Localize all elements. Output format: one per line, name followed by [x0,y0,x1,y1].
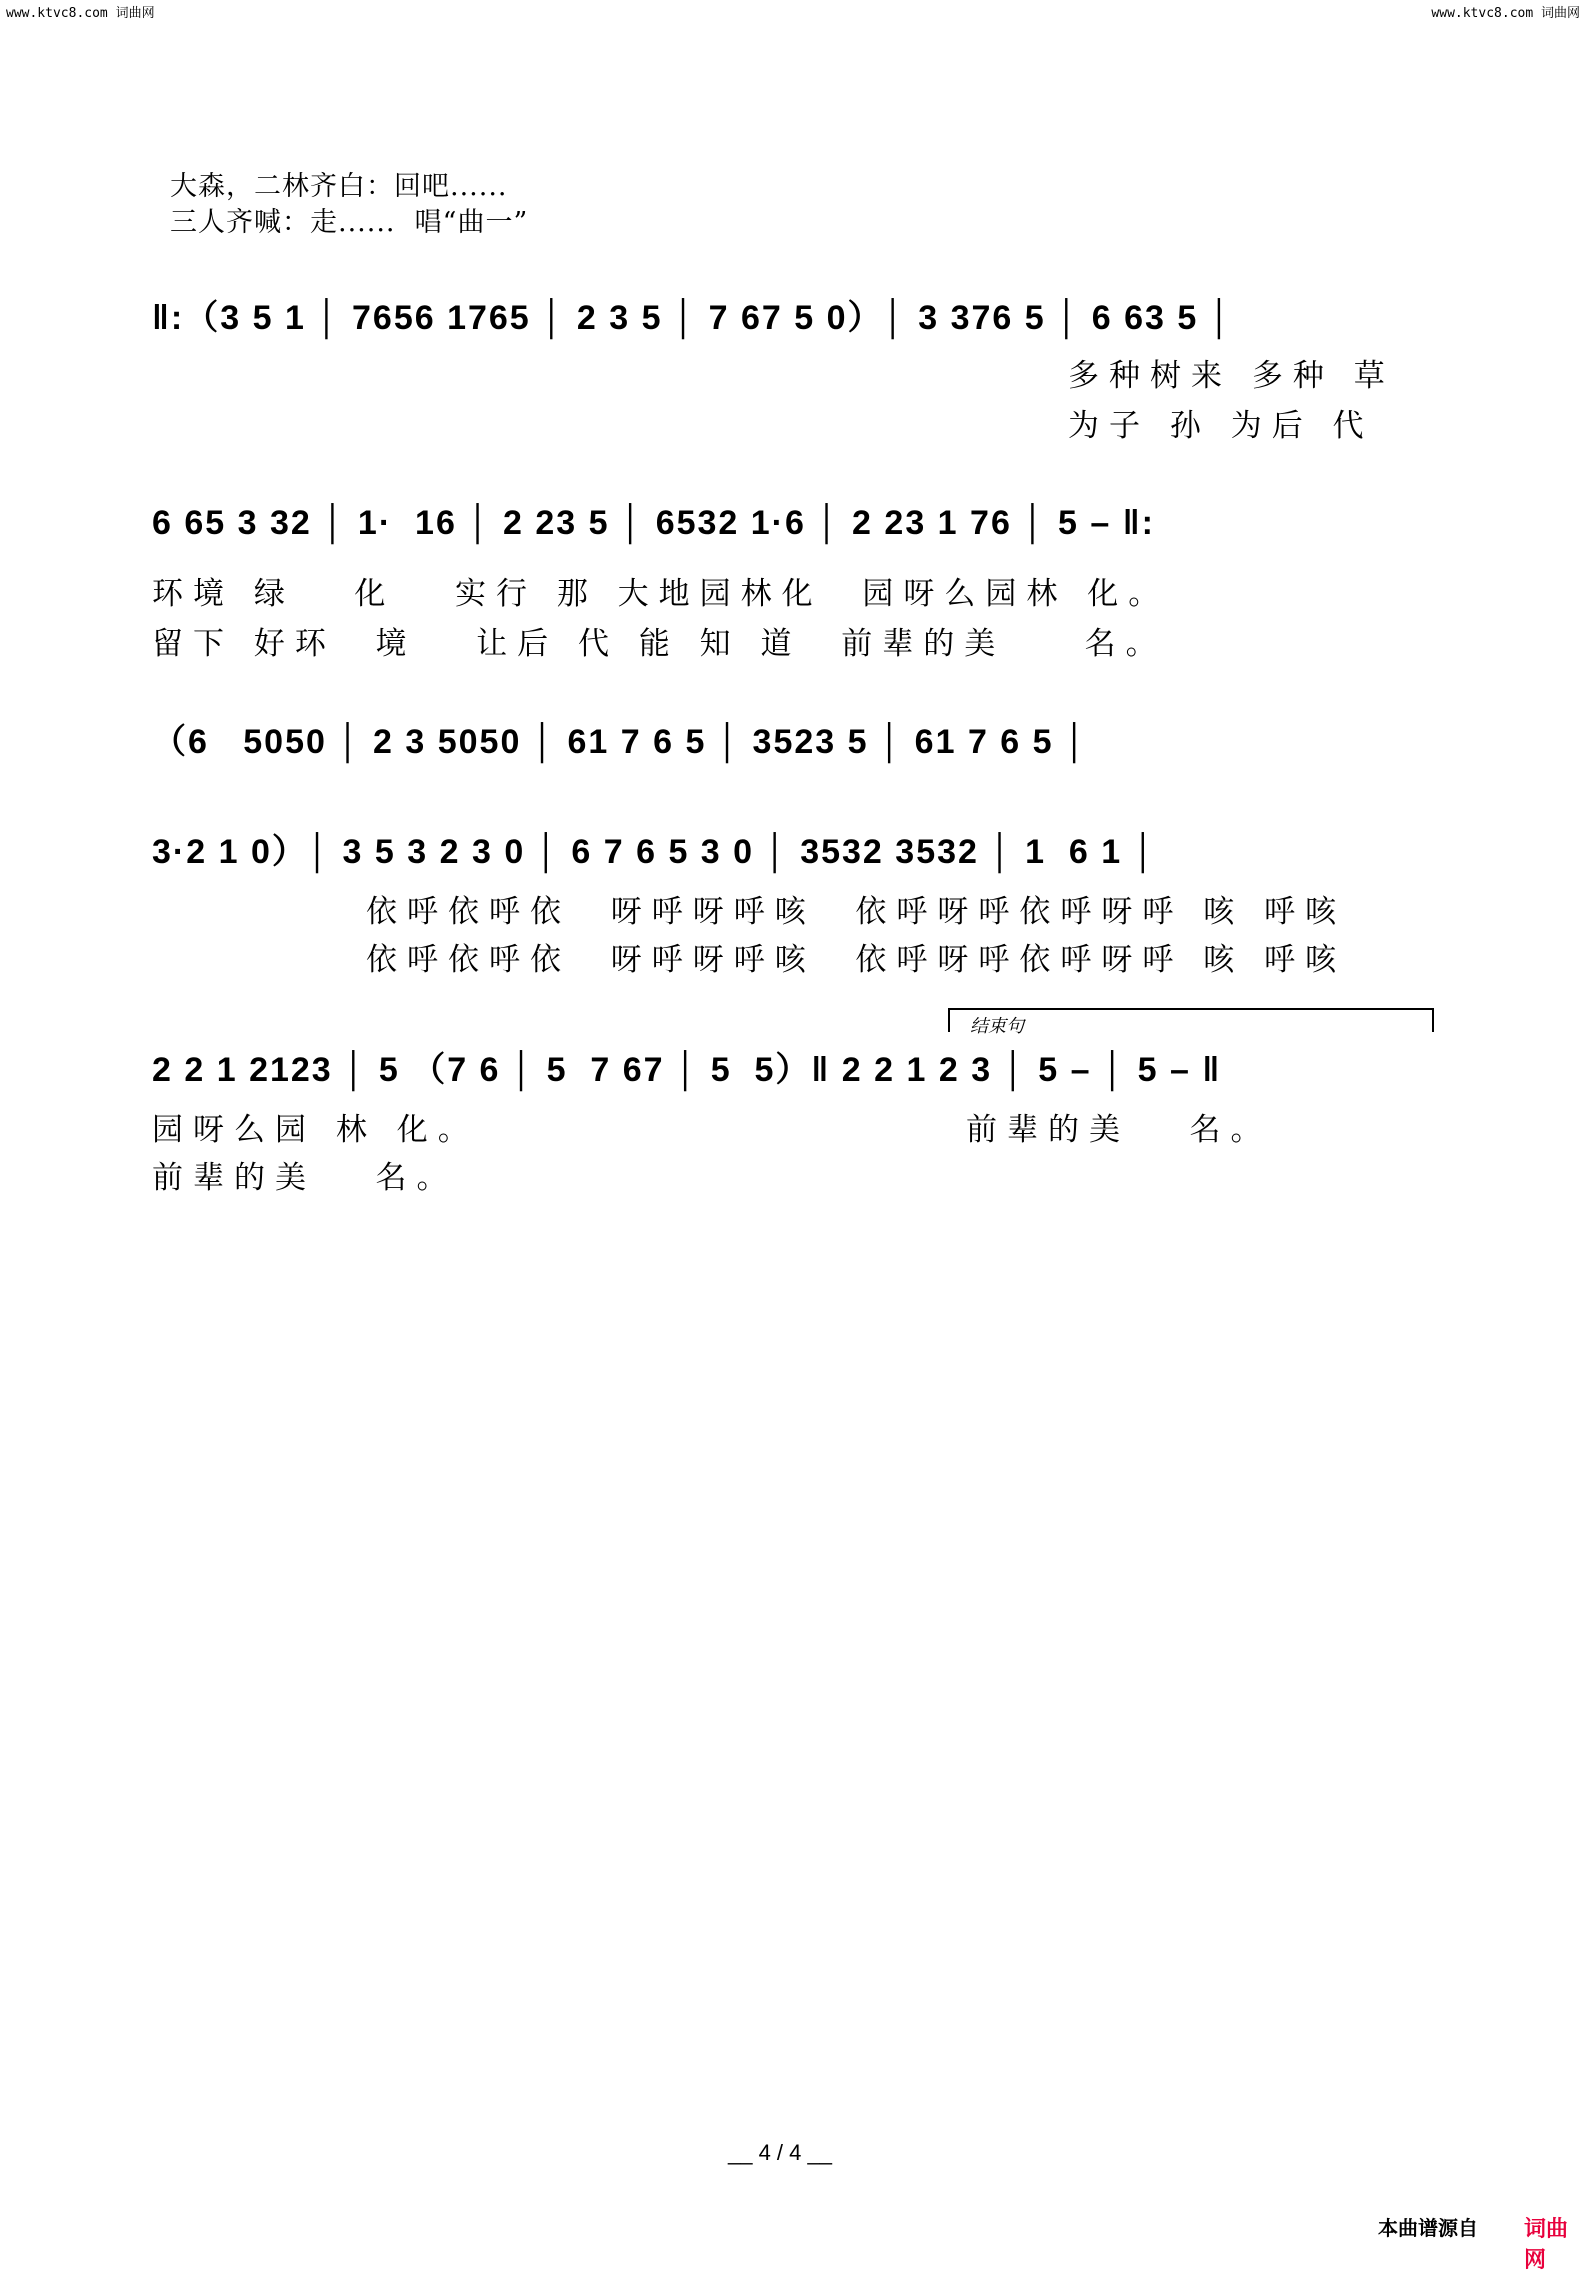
dialog-line-1: 大森，二林齐白：回吧...... [170,171,508,202]
footer-brand-logo: 词曲网 [1524,2217,1569,2273]
lyric-row-4-verse-1: 依呼依呼依 呀呼呀呼咳 依呼呀呼依呼呀呼 咳 呼咳 [366,894,1347,930]
site-header-left: www.ktvc8.com 词曲网 [6,6,155,21]
page-number: __ 4 / 4 __ [728,2140,832,2165]
lyric-row-2-verse-1: 环境 绿 化 实行 那 大地园林化 园呀么园林 化。 [152,576,1170,612]
notation-row-2: 6 65 3 32 │ 1· 16 │ 2 23 5 │ 6532 1·6 │ 2 23 1 76 │ 5 – ‖: [152,504,1155,542]
coda-label: 结束句 [970,1016,1024,1037]
lyric-coda: 前辈的美 名。 [966,1112,1272,1148]
lyric-row-4-verse-2: 依呼依呼依 呀呼呀呼咳 依呼呀呼依呼呀呼 咳 呼咳 [366,942,1347,978]
notation-row-4: 3·2 1 0）│ 3 5 3 2 3 0 │ 6 7 6 5 3 0 │ 3532 3532 │ 1 6 1 │ [152,833,1157,871]
lyric-row-5-verse-1: 园呀么园 林 化。 [152,1112,479,1148]
lyric-row-5-verse-2: 前辈的美 名。 [152,1160,458,1196]
site-header-right: www.ktvc8.com 词曲网 [1431,6,1580,21]
dialog-line-2: 三人齐喊：走...... 唱“曲一” [170,207,529,238]
lyric-row-1-verse-2: 为子 孙 为后 代 [1068,408,1374,444]
lyric-row-2-verse-2: 留下 好环 境 让后 代 能 知 道 前辈的美 名。 [152,626,1167,662]
footer-source: 本曲谱源自 [1378,2216,1478,2240]
notation-row-5: 2 2 1 2123 │ 5 （7 6 │ 5 7 67 │ 5 5）‖ 2 2 1 2 3 │ 5 – │ 5 – ‖ [152,1051,1222,1089]
notation-row-3: （6 5050 │ 2 3 5050 │ 61 7 6 5 │ 3523 5 │ 61 7 6 5 │ [152,723,1089,761]
notation-row-1: ‖:（3 5 1 │ 7656 1765 │ 2 3 5 │ 7 67 5 0）│ 3 376 5 │ 6 63 5 │ [152,299,1234,337]
lyric-row-1-verse-1: 多种树来 多种 草 [1068,358,1395,394]
